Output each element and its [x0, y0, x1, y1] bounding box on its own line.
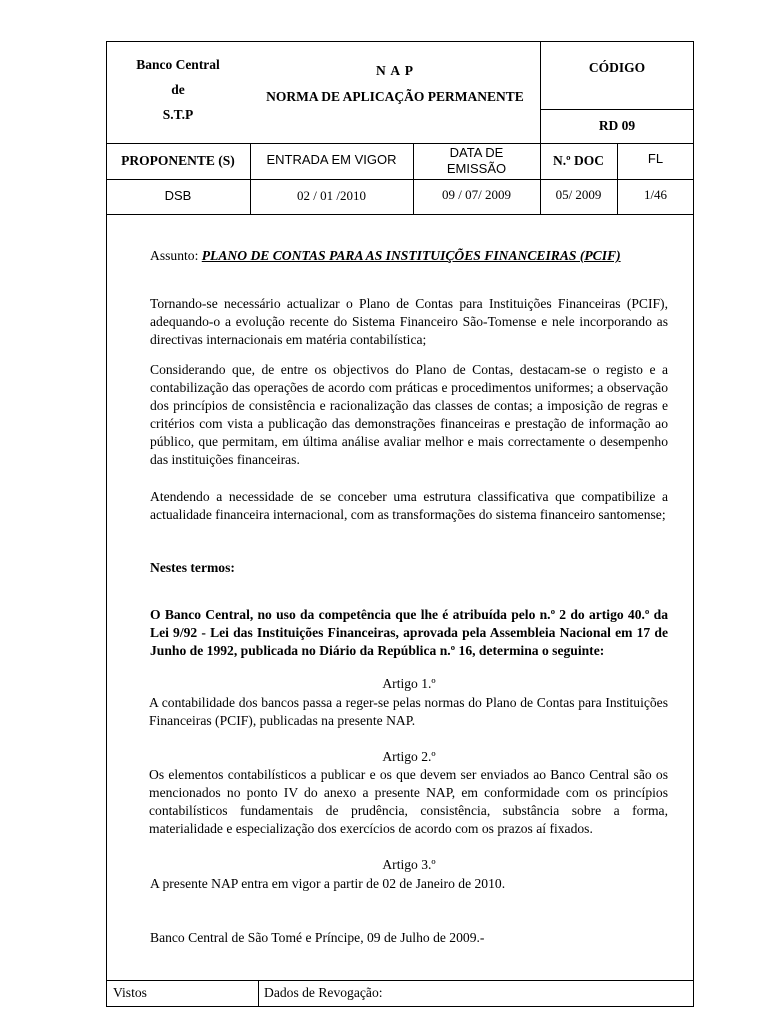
signature-line: Banco Central de São Tomé e Príncipe, 09 de Julho de 2009.-: [150, 930, 485, 945]
assunto-label: Assunto:: [150, 248, 202, 263]
codigo-value: RD 09: [598, 118, 636, 134]
article-3-text: A presente NAP entra em vigor a partir de 02 de Janeiro de 2010.: [150, 876, 506, 891]
revogacao-label: Dados de Revogação:: [264, 985, 383, 1000]
paragraph-3: Atendendo a necessidade de se conceber uma estrutura classificativa que compatibilize a actualidade financeira internacional, com as transformações do sistema financeiro santomense;: [150, 489, 668, 522]
article-3-title: Artigo 3.º: [382, 857, 436, 872]
paragraph-1: Tornando-se necessário actualizar o Plano de Contas para Instituições Financeiras (PCIF), adequando-o a evolução recente do Sistema Financeiro São-Tomense e nele incorporando as directivas internacionais em matéria contabilística;: [150, 296, 668, 347]
article-1-text: A contabilidade dos bancos passa a reger-se pelas normas do Plano de Contas para Instituições Financeiras (PCIF), publicadas na presente NAP.: [149, 695, 668, 728]
nap-subtitle: NORMA DE APLICAÇÃO PERMANENTE: [266, 89, 524, 104]
entrada-label: ENTRADA EM VIGOR: [266, 151, 397, 167]
footer-divider: [106, 980, 694, 981]
issuer-line: S.T.P: [162, 107, 194, 122]
article-1-title: Artigo 1.º: [382, 676, 436, 691]
assunto-value: PLANO DE CONTAS PARA AS INSTITUIÇÕES FINANCEIRAS (PCIF): [201, 248, 621, 263]
paragraph-2: Considerando que, de entre os objectivos do Plano de Contas, destacam-se o registo e a contabilização das operações de acordo com práticas e procedimentos uniformes; a observação dos princípios de consistência e racionalização das classes de contas; a imposição de regras e critérios com vista a publicação das demonstrações financeiras e prestação de informação ao público, que permitam, em última análise avaliar melhor e mais correctamente o desempenho das instituições financeiras.: [150, 362, 668, 467]
assunto-line: [150, 247, 668, 265]
fl-label: FL: [647, 150, 664, 166]
article-2-text: Os elementos contabilísticos a publicar e os que devem ser enviados ao Banco Central são os mencionados no ponto IV do anexo a presente NAP, em conformidade com os princípios contabilísticos fundamentais de prudência, consistência, substância sobre a forma, materialidade e especialização dos exercícios de acordo com os prazos aí fixados.: [149, 767, 668, 836]
vistos-label: Vistos: [113, 985, 147, 1000]
nestes-termos: Nestes termos:: [150, 560, 235, 575]
data-emissao-value: 09 / 07/ 2009: [442, 187, 511, 203]
header-divider: [540, 109, 694, 110]
issuer-line: de: [171, 82, 185, 97]
header-divider: [106, 214, 694, 215]
data-emissao-label: DATA DE EMISSÃO: [446, 145, 507, 176]
codigo-label: CÓDIGO: [588, 60, 646, 76]
proponente-label: PROPONENTE (S): [121, 153, 235, 169]
article-2-title: Artigo 2.º: [382, 749, 436, 764]
issuer-block: [106, 52, 250, 136]
n-doc-label: N.º DOC: [553, 153, 604, 169]
proponente-value: DSB: [164, 188, 192, 204]
issuer-line: Banco Central: [136, 57, 220, 72]
nap-title: N A P: [375, 63, 414, 78]
nap-title-block: [250, 58, 540, 112]
fl-value: 1/46: [643, 187, 668, 203]
determination-paragraph: O Banco Central, no uso da competência que lhe é atribuída pelo n.º 2 do artigo 40.º da Lei 9/92 - Lei das Instituições Financeiras, aprovada pela Assembleia Nacional em 17 de Junho de 1992, publicada no Diário da República n.º 16, determina o seguinte:: [150, 607, 668, 658]
entrada-value: 02 / 01 /2010: [297, 188, 366, 204]
n-doc-value: 05/ 2009: [555, 187, 602, 203]
footer-divider: [258, 980, 259, 1007]
